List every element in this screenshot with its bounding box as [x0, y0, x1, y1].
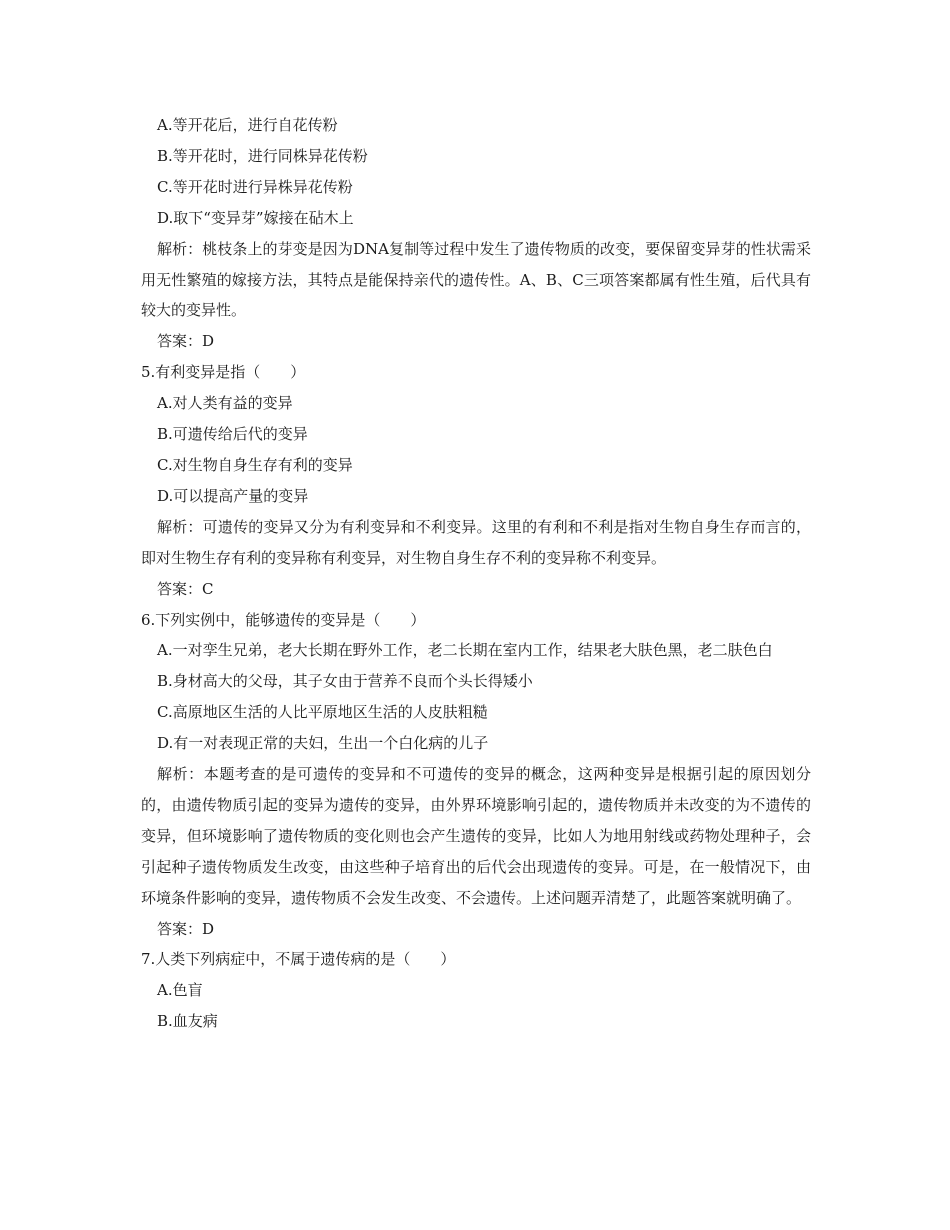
q4-option-d: D.取下“变异芽”嫁接在砧木上	[157, 208, 354, 227]
q4-answer: 答案：D	[157, 332, 215, 351]
q6-option-a: A.一对孪生兄弟，老大长期在野外工作，老二长期在室内工作，结果老大肤色黑，老二肤色白	[157, 641, 773, 660]
q5-option-d: D.可以提高产量的变异	[157, 486, 309, 505]
q6-answer: 答案：D	[157, 919, 215, 938]
q4-option-c: C.等开花时进行异株异花传粉	[157, 177, 353, 196]
q6-option-b: B.身材高大的父母，其子女由于营养不良而个头长得矮小	[157, 672, 533, 691]
q5-analysis: 解析：可遗传的变异又分为有利变异和不利变异。这里的有利和不利是指对生物自身生存而言的，即对生物生存有利的变异称有利变异，对生物自身生存不利的变异称不利变异。	[141, 517, 811, 567]
q5-option-a: A.对人类有益的变异	[157, 394, 293, 413]
q4-option-a: A.等开花后，进行自花传粉	[157, 116, 338, 134]
q7-option-b: B.血友病	[157, 1012, 218, 1031]
q4-option-b: B.等开花时，进行同株异花传粉	[157, 146, 368, 165]
q5-stem: 5.有利变异是指（ ）	[141, 363, 306, 382]
q6-option-d: D.有一对表现正常的夫妇，生出一个白化病的儿子	[157, 734, 489, 753]
q7-stem: 7.人类下列病症中，不属于遗传病的是（ ）	[141, 950, 456, 969]
q6-analysis: 解析：本题考查的是可遗传的变异和不可遗传的变异的概念，这两种变异是根据引起的原因划分的，由遗传物质引起的变异为遗传的变异，由外界环境影响引起的，遗传物质并未改变的为不遗传的变异，但环境影响了遗传物质的变化则也会产生遗传的变异，比如人为地用射线或药物处理种子，会引起种子遗传物质发生改变，由这些种子培育出的后代会出现遗传的变异。可是，在一般情况下，由环境条件影响的变异，遗传物质不会发生改变、不会遗传。上述问题弄清楚了，此题答案就明确了。	[141, 765, 811, 907]
q4-analysis: 解析：桃枝条上的芽变是因为DNA复制等过程中发生了遗传物质的改变，要保留变异芽的性状需采用无性繁殖的嫁接方法，其特点是能保持亲代的遗传性。A、B、C三项答案都属有性生殖，后代具有较大的变异性。	[141, 239, 811, 320]
q6-stem: 6.下列实例中，能够遗传的变异是（ ）	[141, 610, 426, 629]
q7-option-a: A.色盲	[157, 981, 203, 1000]
q5-option-b: B.可遗传给后代的变异	[157, 425, 308, 444]
q5-option-c: C.对生物自身生存有利的变异	[157, 455, 353, 474]
page-content	[141, 110, 811, 1037]
q5-answer: 答案：C	[157, 579, 214, 598]
q6-option-c: C.高原地区生活的人比平原地区生活的人皮肤粗糙	[157, 703, 488, 722]
